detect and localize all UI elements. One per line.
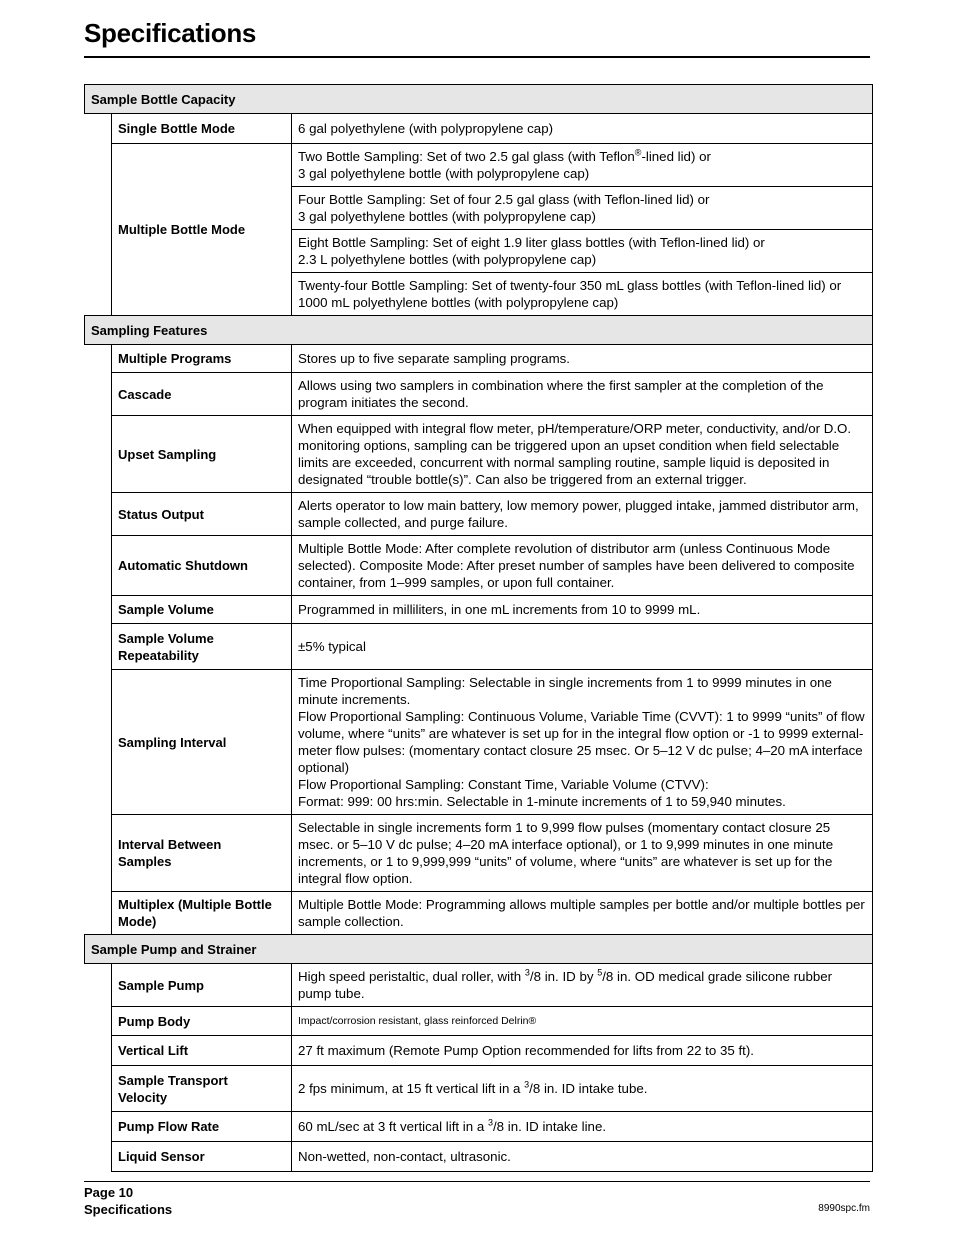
value-vertical-lift: 27 ft maximum (Remote Pump Option recommended for lifts from 22 to 35 ft). <box>292 1036 873 1066</box>
value-four-bottle: Four Bottle Sampling: Set of four 2.5 gal glass (with Teflon-lined lid) or 3 gal polyethylene bottles (with polypropylene cap) <box>292 187 873 230</box>
section-row <box>85 935 873 964</box>
value-liquid-sensor: Non-wetted, non-contact, ultrasonic. <box>292 1142 873 1172</box>
value-sample-volume-repeatability: ±5% typical <box>292 624 873 670</box>
table-row <box>85 345 873 373</box>
table-row <box>85 493 873 536</box>
value-pump-body: Impact/corrosion resistant, glass reinforced Delrin® <box>292 1007 873 1036</box>
table-row <box>85 373 873 416</box>
value-multiple-programs: Stores up to five separate sampling programs. <box>292 345 873 373</box>
label-multiple-programs: Multiple Programs <box>112 345 292 373</box>
specifications-table <box>84 84 873 1172</box>
label-multiple-bottle-mode: Multiple Bottle Mode <box>112 144 292 316</box>
table-row <box>85 624 873 670</box>
value-two-bottle: Two Bottle Sampling: Set of two 2.5 gal glass (with Teflon®-lined lid) or 3 gal polyethylene bottle (with polypropylene cap) <box>292 144 873 187</box>
table-row <box>85 1007 873 1036</box>
label-pump-flow-rate: Pump Flow Rate <box>112 1112 292 1142</box>
table-row <box>85 416 873 493</box>
table-row <box>85 815 873 892</box>
value-pump-flow-rate: 60 mL/sec at 3 ft vertical lift in a $^3$/8 in. ID intake line. <box>292 1112 873 1142</box>
value-automatic-shutdown: Multiple Bottle Mode: After complete revolution of distributor arm (unless Continuous Mode selected). Composite Mode: After preset number of samples have been delivered to composite container, from 1–999 samples, or upon full container. <box>292 536 873 596</box>
value-eight-bottle: Eight Bottle Sampling: Set of eight 1.9 liter glass bottles (with Teflon-lined lid) or 2.3 L polyethylene bottles (with polypropylene cap) <box>292 230 873 273</box>
value-sample-pump: High speed peristaltic, dual roller, with $^3$/8 in. ID by $^5$/8 in. OD medical grade silicone rubber pump tube. <box>292 964 873 1007</box>
table-row <box>85 892 873 935</box>
label-cascade: Cascade <box>112 373 292 416</box>
section-heading-bottle-capacity: Sample Bottle Capacity <box>85 85 873 114</box>
table-row <box>85 1066 873 1112</box>
label-liquid-sensor: Liquid Sensor <box>112 1142 292 1172</box>
title-rule <box>84 56 870 58</box>
value-interval-between-samples: Selectable in single increments form 1 to 9,999 flow pulses (momentary contact closure 25 msec. or 5–10 V dc pulse; 4–20 mA interface optional), or 1 to 9,999 minutes in one minute increments, or 1 to 9,999,999 “units” of volume, where “units” are whatever is set up for the integral flow option. <box>292 815 873 892</box>
label-upset-sampling: Upset Sampling <box>112 416 292 493</box>
label-pump-body: Pump Body <box>112 1007 292 1036</box>
section-heading-sampling-features: Sampling Features <box>85 316 873 345</box>
label-status-output: Status Output <box>112 493 292 536</box>
label-vertical-lift: Vertical Lift <box>112 1036 292 1066</box>
label-single-bottle-mode: Single Bottle Mode <box>112 114 292 144</box>
label-automatic-shutdown: Automatic Shutdown <box>112 536 292 596</box>
value-upset-sampling: When equipped with integral flow meter, pH/temperature/ORP meter, conductivity, and/or D.O. monitoring options, sampling can be triggered upon an upset condition when field selectable limits are exceeded, concurrent with normal sampling routine, sample liquid is deposited in designated “trouble bottle(s)”. Can also be triggered from an external trigger. <box>292 416 873 493</box>
footer <box>84 1184 172 1218</box>
value-cascade: Allows using two samplers in combination where the first sampler at the completion of the program initiates the second. <box>292 373 873 416</box>
value-multiplex: Multiple Bottle Mode: Programming allows multiple samples per bottle and/or multiple bottles per sample collection. <box>292 892 873 935</box>
value-sampling-interval: Time Proportional Sampling: Selectable in single increments from 1 to 9999 minutes in one minute increments. Flow Proportional Sampling: Continuous Volume, Variable Time (CVVT): 1 to 9999 “units” of flow volume, where “units” are whatever is set up for in the integral flow option or -1 to 9999 external-meter flow pulses: (momentary contact closure 25 msec. Or 5–12 V dc pulse; 4–20 mA interface optional) Flow Proportional Sampling: Constant Time, Variable Volume (CTVV): Format: 999: 00 hrs:min. Selectable in 1-minute increments of 1 to 59,940 minutes. <box>292 670 873 815</box>
table-row <box>85 1112 873 1142</box>
table-row <box>85 1036 873 1066</box>
value-single-bottle-mode: 6 gal polyethylene (with polypropylene cap) <box>292 114 873 144</box>
label-sampling-interval: Sampling Interval <box>112 670 292 815</box>
table-row <box>85 144 873 187</box>
footer-page-number: Page 10 <box>84 1185 134 1200</box>
table-row <box>85 964 873 1007</box>
label-sample-pump: Sample Pump <box>112 964 292 1007</box>
footer-section: Specifications <box>84 1202 173 1217</box>
table-row <box>85 536 873 596</box>
label-multiplex: Multiplex (Multiple Bottle Mode) <box>112 892 292 935</box>
section-row <box>85 85 873 114</box>
label-sample-volume-repeatability: Sample Volume Repeatability <box>112 624 292 670</box>
table-row <box>85 114 873 144</box>
table-row <box>85 1142 873 1172</box>
label-interval-between-samples: Interval Between Samples <box>112 815 292 892</box>
value-sample-volume: Programmed in milliliters, in one mL increments from 10 to 9999 mL. <box>292 596 873 624</box>
value-sample-transport-velocity: 2 fps minimum, at 15 ft vertical lift in a $^3$/8 in. ID intake tube. <box>292 1066 873 1112</box>
section-heading-pump-strainer: Sample Pump and Strainer <box>85 935 873 964</box>
footer-filename: 8990spc.fm <box>818 1203 870 1214</box>
label-sample-transport-velocity: Sample Transport Velocity <box>112 1066 292 1112</box>
value-twentyfour-bottle: Twenty-four Bottle Sampling: Set of twenty-four 350 mL glass bottles (with Teflon-lined lid) or 1000 mL polyethylene bottles (with polypropylene cap) <box>292 273 873 316</box>
page-title: Specifications <box>84 18 257 48</box>
table-row <box>85 670 873 815</box>
value-status-output: Alerts operator to low main battery, low memory power, plugged intake, jammed distributor arm, sample collected, and purge failure. <box>292 493 873 536</box>
section-row <box>85 316 873 345</box>
footer-rule <box>84 1181 870 1182</box>
label-sample-volume: Sample Volume <box>112 596 292 624</box>
table-row <box>85 596 873 624</box>
